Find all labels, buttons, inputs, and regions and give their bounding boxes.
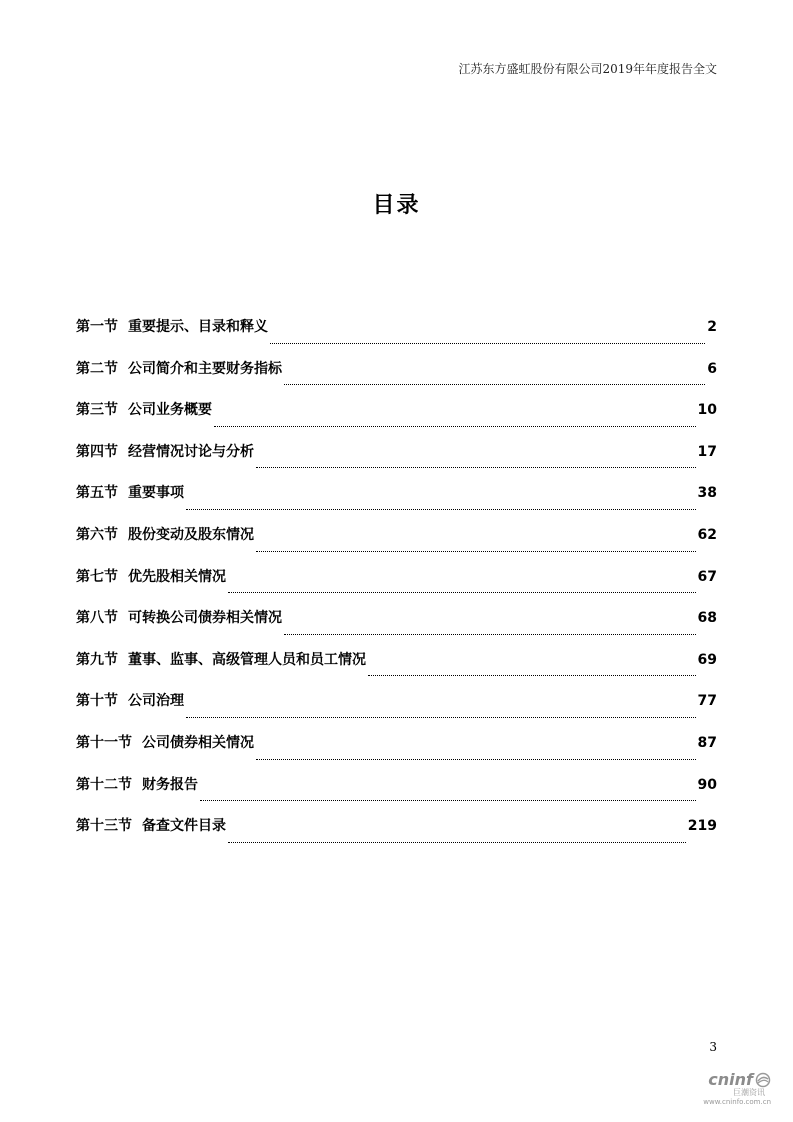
- toc-entry[interactable]: [76, 399, 717, 441]
- toc-section-number: 第五节: [76, 485, 118, 502]
- toc-entry[interactable]: [76, 524, 717, 566]
- page-title: 目录: [372, 193, 421, 218]
- toc-leader-dots: [256, 758, 696, 760]
- toc-leader-dots: [228, 841, 686, 843]
- toc-page-number: 67: [697, 568, 717, 585]
- toc-page-number: 87: [697, 734, 717, 751]
- toc-section-label: 备查文件目录: [142, 818, 226, 835]
- toc-leader-dots: [256, 550, 696, 552]
- toc-leader-dots: [270, 342, 705, 344]
- toc-section-label: 董事、监事、高级管理人员和员工情况: [128, 651, 366, 668]
- toc-entry[interactable]: [76, 358, 717, 400]
- toc-entry[interactable]: [76, 732, 717, 774]
- toc-section-number: 第六节: [76, 526, 118, 543]
- toc-section-number: 第十节: [76, 693, 118, 710]
- toc-section-number: 第二节: [76, 360, 118, 377]
- toc-section-number: 第十三节: [76, 818, 132, 835]
- toc-leader-dots: [186, 508, 696, 510]
- toc-leader-dots: [284, 633, 696, 635]
- toc-section-label: 经营情况讨论与分析: [128, 443, 254, 460]
- toc-leader-dots: [186, 716, 696, 718]
- toc-leader-dots: [228, 591, 696, 593]
- toc-section-number: 第八节: [76, 610, 118, 627]
- cninfo-watermark: [691, 1070, 771, 1112]
- toc-page-number: 62: [697, 526, 717, 543]
- toc-section-label: 公司治理: [128, 693, 184, 710]
- toc-section-number: 第九节: [76, 651, 118, 668]
- watermark-logo-text: cninf: [708, 1070, 753, 1089]
- toc-section-label: 重要事项: [128, 485, 184, 502]
- toc-section-number: 第十一节: [76, 734, 132, 751]
- toc-page-number: 10: [697, 402, 717, 419]
- toc-section-label: 公司简介和主要财务指标: [128, 360, 282, 377]
- toc-page-number: 2: [707, 319, 717, 335]
- page-number: 3: [709, 1040, 717, 1054]
- toc-page-number: 219: [687, 818, 717, 835]
- toc-section-number: 第三节: [76, 402, 118, 419]
- toc-entry[interactable]: [76, 649, 717, 691]
- toc-section-number: 第十二节: [76, 776, 132, 793]
- table-of-contents: [76, 316, 717, 857]
- toc-section-number: 第四节: [76, 443, 118, 460]
- toc-page-number: 6: [707, 360, 717, 377]
- watermark-url: www.cninfo.com.cn: [703, 1098, 771, 1106]
- toc-entry[interactable]: [76, 566, 717, 608]
- document-header: 江苏东方盛虹股份有限公司2019年年度报告全文: [458, 62, 717, 76]
- toc-entry[interactable]: [76, 441, 717, 483]
- toc-leader-dots: [284, 383, 705, 385]
- toc-section-label: 优先股相关情况: [128, 568, 226, 585]
- swirl-logo-icon: [755, 1072, 771, 1088]
- toc-entry[interactable]: [76, 774, 717, 816]
- toc-section-number: 第七节: [76, 568, 118, 585]
- toc-leader-dots: [200, 799, 696, 801]
- toc-entry[interactable]: [76, 815, 717, 857]
- toc-entry[interactable]: [76, 316, 717, 358]
- toc-page-number: 68: [697, 610, 717, 627]
- toc-leader-dots: [368, 674, 696, 676]
- toc-page-number: 90: [697, 776, 717, 793]
- toc-entry[interactable]: [76, 482, 717, 524]
- toc-section-label: 重要提示、目录和释义: [128, 319, 268, 335]
- toc-section-label: 公司业务概要: [128, 402, 212, 419]
- toc-leader-dots: [256, 466, 696, 468]
- toc-entry[interactable]: [76, 607, 717, 649]
- toc-section-label: 公司债券相关情况: [142, 734, 254, 751]
- toc-section-number: 第一节: [76, 319, 118, 335]
- watermark-cn-name: 巨潮资讯: [733, 1088, 765, 1097]
- toc-page-number: 77: [697, 693, 717, 710]
- toc-section-label: 可转换公司债券相关情况: [128, 610, 282, 627]
- toc-section-label: 财务报告: [142, 776, 198, 793]
- toc-section-label: 股份变动及股东情况: [128, 526, 254, 543]
- toc-entry[interactable]: [76, 690, 717, 732]
- toc-page-number: 38: [697, 485, 717, 502]
- toc-page-number: 17: [697, 443, 717, 460]
- toc-page-number: 69: [697, 651, 717, 668]
- toc-leader-dots: [214, 425, 696, 427]
